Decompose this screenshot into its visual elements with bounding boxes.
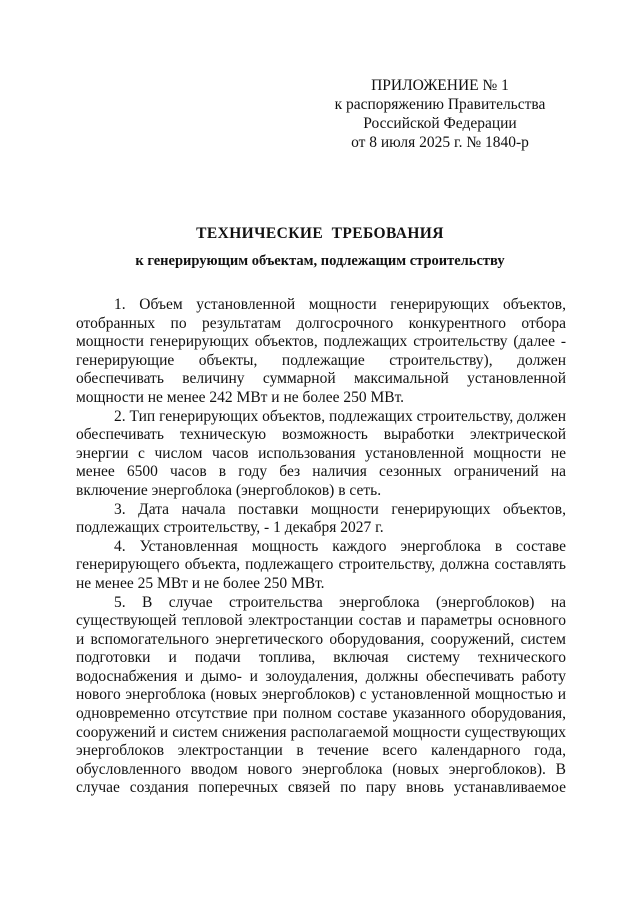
document-title: ТЕХНИЧЕСКИЕ ТРЕБОВАНИЯ [196,225,444,242]
paragraph-4: 4. Установленная мощность каждого энергоблока в составе генерирующего объекта, подлежащего строительству, должна составлять не менее 25 МВт и не более 250 МВт. [76,537,566,592]
document-subtitle: к генерирующим объектам, подлежащим строительству [135,253,505,269]
document-body [76,296,566,798]
appendix-number: ПРИЛОЖЕНИЕ № 1 [371,77,509,94]
appendix-reference: к распоряжению Правительства [334,96,546,113]
appendix-date: от 8 июля 2025 г. № 1840-р [351,134,529,151]
paragraph-5: 5. В случае строительства энергоблока (энергоблоков) на существующей тепловой электростанции состав и параметры основного и вспомогательного энергетического оборудования, сооружений, систем подготовки и подачи топлива, включая систему технического водоснабжения и дымо- и золоудаления, должны обеспечивать работу нового энергоблока (новых энергоблоков) с установленной мощностью и одновременно отсутствие при полном составе указанного оборудования, сооружений и систем снижения располагаемой мощности существующих энергоблоков электростанции в течение всего календарного года, обусловленного вводом нового энергоблока (новых энергоблоков). В случае создания поперечных связей по пару вновь устанавливаемое [76,593,566,797]
appendix-authority: Российской Федерации [363,115,517,132]
paragraph-3: 3. Дата начала поставки мощности генерирующих объектов, подлежащих строительству, - 1 декабря 2027 г. [76,500,566,537]
appendix-header [330,76,550,152]
paragraph-1: 1. Объем установленной мощности генерирующих объектов, отобранных по результатам долгосрочного конкурентного отбора мощности генерирующих объектов, подлежащих строительству (далее - генерирующие объекты, подлежащие строительству), должен обеспечивать величину суммарной максимальной установленной мощности не менее 242 МВт и не более 250 МВт. [76,296,566,406]
paragraph-2: 2. Тип генерирующих объектов, подлежащих строительству, должен обеспечивать техническую возможность выработки электрической энергии с числом часов использования установленной мощности не менее 6500 часов в году без наличия сезонных ограничений на включение энергоблока (энергоблоков) в сеть. [76,407,566,499]
